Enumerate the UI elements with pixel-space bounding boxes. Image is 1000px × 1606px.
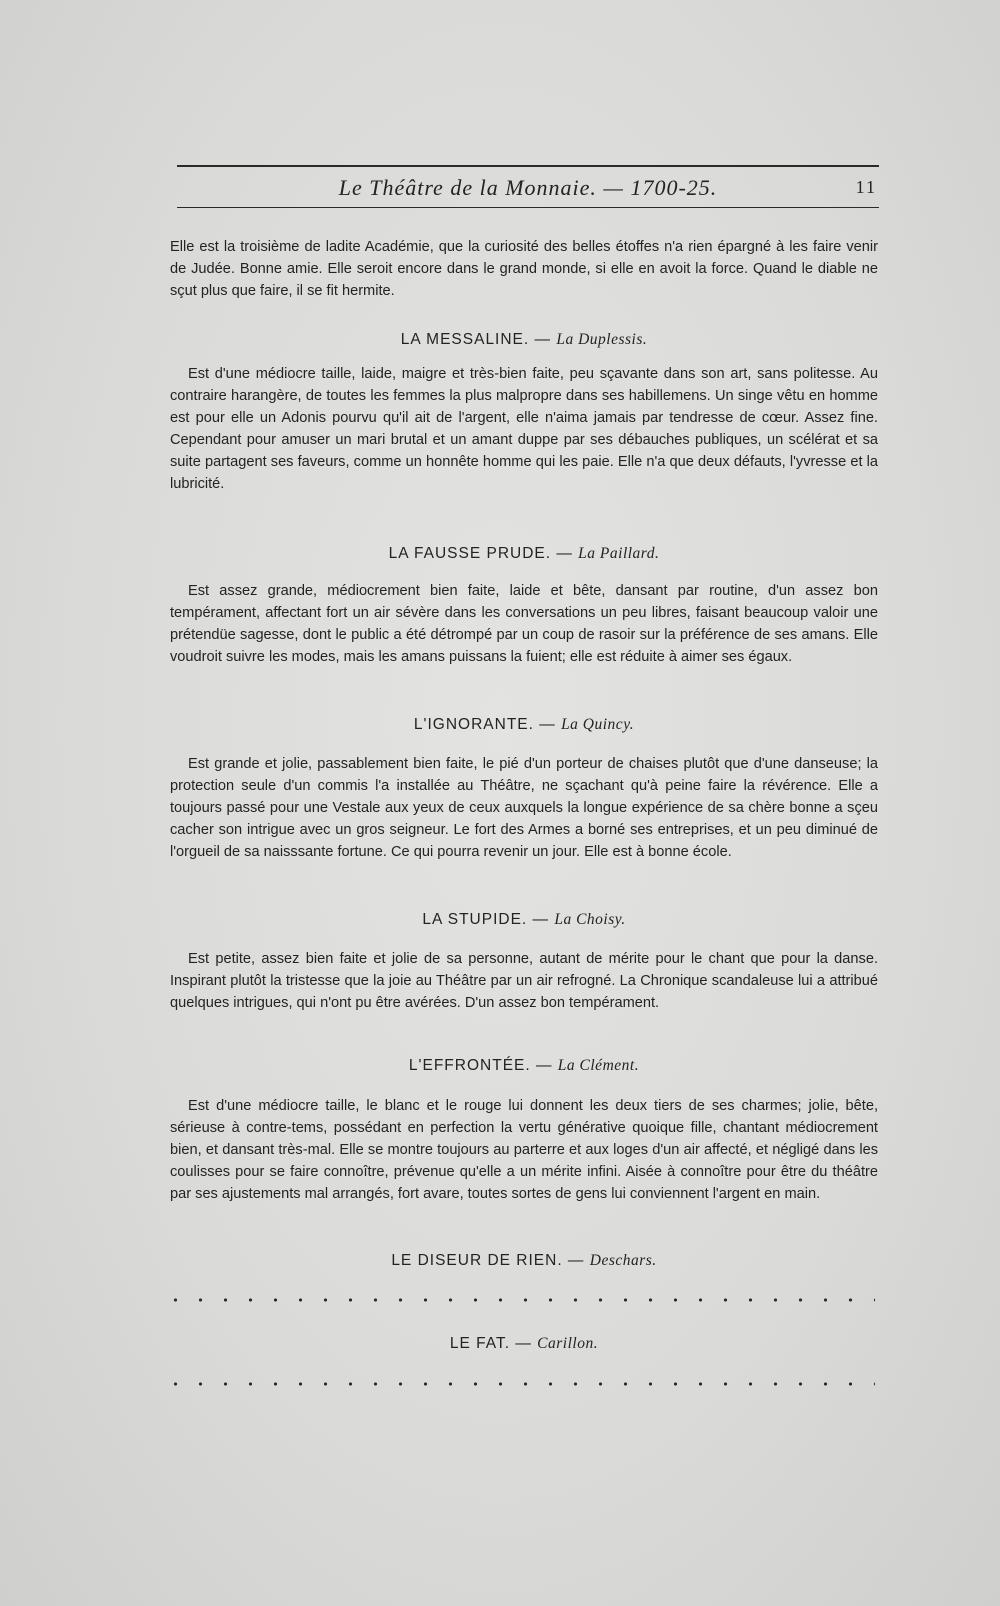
section-title: LA FAUSSE PRUDE. — [388, 545, 573, 562]
section-title: L'IGNORANTE. — [413, 716, 556, 733]
dotted-leader [163, 1379, 875, 1389]
running-title: Le Théâtre de la Monnaie. — 1700-25. [338, 175, 718, 200]
header-bottom-rule [177, 207, 879, 208]
section-paragraph-messaline [170, 363, 878, 495]
section-heading-le-fat [170, 1335, 878, 1353]
actress-name: Deschars. [589, 1252, 657, 1269]
section-title: LA MESSALINE. — [400, 331, 552, 348]
section-paragraph-ignorante [170, 753, 878, 863]
section-paragraph-fausse-prude [170, 580, 878, 668]
actress-name: La Paillard. [578, 545, 660, 562]
header-top-rule [177, 165, 879, 167]
section-text: Est grande et jolie, passablement bien faite, le pié d'un porteur de chaises plutôt que d'une danseuse; la protection seule d'un commis l'a installée au Théâtre, ne sçachant qu'à peine faire la révérence. Elle a toujours passé pour une Vestale aux yeux de ceux auxquels la longue expérience de sa chère bonne a sçeu cacher son intrigue avec un gros seigneur. Le fort des Armes a borné ses entreprises, et un peu diminué de l'orgueil de sa naisssante fortune. Ce qui pourra revenir un jour. Elle est à bonne école. [170, 756, 878, 860]
section-text: Est d'une médiocre taille, laide, maigre et très-bien faite, peu sçavante dans son art, sans politesse. Au contraire harangère, de toutes les femmes la plus malpropre dans ses habillemens. Un singe vêtu en homme est pour elle un Adonis pourvu qu'il ait de l'argent, elle n'aima jamais par tendresse de cœur. Assez fine. Cependant pour amuser un mari brutal et un amant duppe par ses débauches publiques, un scélérat et sa suite partagent ses faveurs, comme un honnête homme qui les paie. Elle n'a que deux défauts, l'yvresse et la lubricité. [170, 366, 878, 492]
section-title: LE FAT. — [449, 1335, 532, 1352]
section-heading-messaline [170, 331, 878, 349]
actress-name: Carillon. [537, 1335, 599, 1352]
section-title: LA STUPIDE. — [422, 911, 550, 928]
running-header [177, 173, 879, 203]
section-title: L'EFFRONTÉE. — [408, 1057, 553, 1074]
actress-name: La Clément. [557, 1057, 640, 1074]
section-text: Est petite, assez bien faite et jolie de sa personne, autant de mérite pour le chant que pour la danse. Inspirant plutôt la tristesse que la joie au Théâtre par un air refrogné. La Chronique scandaleuse lui a attribué quelques intrigues, qui n'ont pu être avérées. D'un assez bon tempérament. [170, 951, 878, 1011]
actress-name: La Quincy. [561, 716, 635, 733]
dotted-leader [163, 1295, 875, 1305]
section-heading-ignorante [170, 716, 878, 734]
section-heading-effrontee [170, 1057, 878, 1075]
section-heading-diseur-de-rien [170, 1252, 878, 1270]
actress-name: La Duplessis. [556, 331, 648, 348]
section-paragraph-effrontee [170, 1095, 878, 1205]
intro-text: Elle est la troisième de ladite Académie, que la curiosité des belles étoffes n'a rien épargné à les faire venir de Judée. Bonne amie. Elle seroit encore dans le grand monde, si elle en avoit la force. Quand le diable ne sçut plus que faire, il se fit hermite. [170, 239, 878, 299]
intro-paragraph [170, 236, 878, 302]
section-heading-fausse-prude [170, 545, 878, 563]
section-title: LE DISEUR DE RIEN. — [391, 1252, 585, 1269]
actress-name: La Choisy. [554, 911, 626, 928]
section-heading-stupide [170, 911, 878, 929]
section-text: Est d'une médiocre taille, le blanc et le rouge lui donnent les deux tiers de ses charmes; jolie, bête, sérieuse à contre-tems, possédant en perfection la vertu générative quoique fille, chantant médiocrement bien, et dansant très-mal. Elle se montre toujours au parterre et aux loges d'un air affecté, et négligé dans les coulisses pour se faire connoître, prévenue qu'elle a un mérite infini. Aisée à connoître pour être du théâtre par ses ajustements mal arrangés, fort avare, toutes sortes de gens lui conviennent l'argent en main. [170, 1098, 878, 1202]
page-number: 11 [855, 177, 877, 197]
section-paragraph-stupide [170, 948, 878, 1014]
section-text: Est assez grande, médiocrement bien faite, laide et bête, dansant par routine, d'un assez bon tempérament, affectant fort un air sévère dans les conversations un peu libres, faisant beaucoup valoir une prétendüe sagesse, dont le public a été détrompé par un coup de rasoir sur la préférence de ses amans. Elle voudroit suivre les modes, mais les amans puissans la fuient; elle est réduite à aimer ses égaux. [170, 583, 878, 665]
